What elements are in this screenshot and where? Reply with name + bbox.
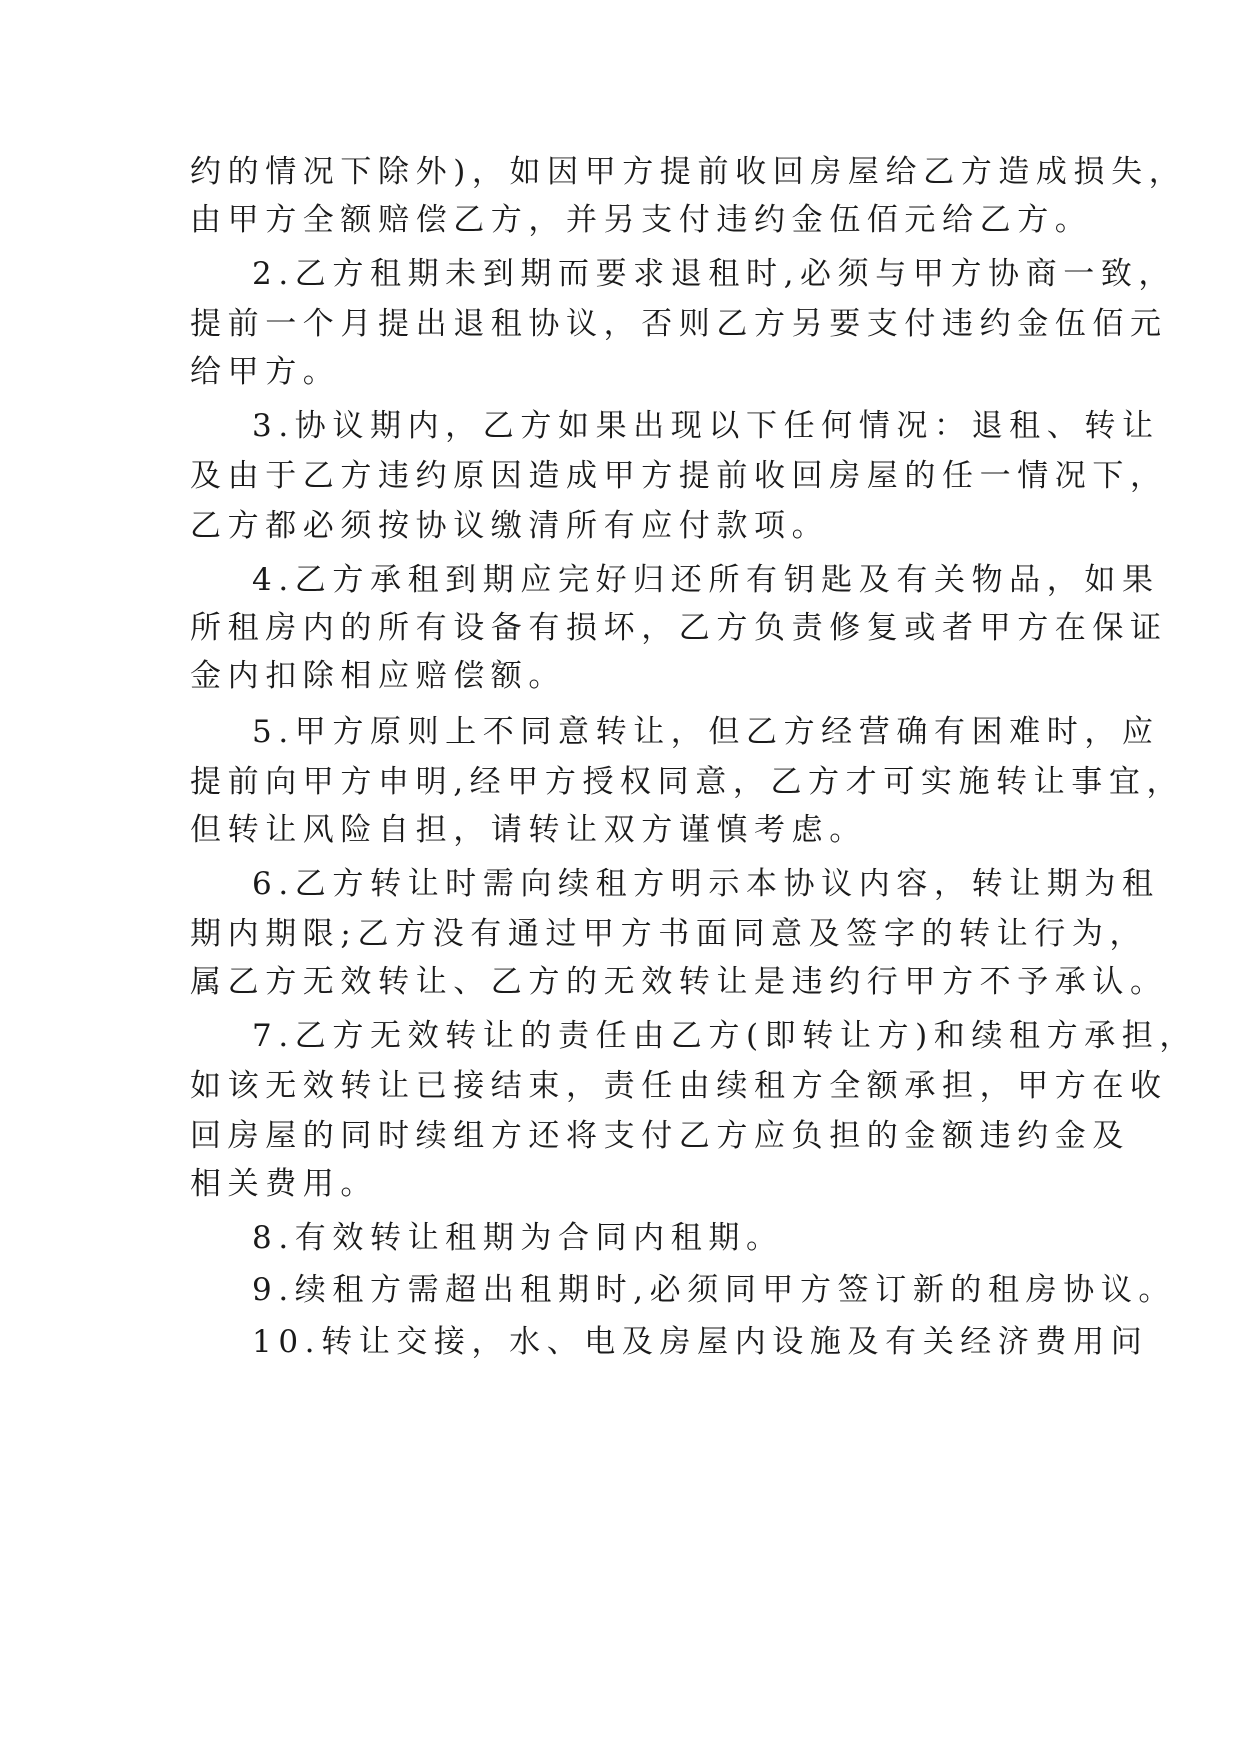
text-line: 约的情况下除外)，如因甲方提前收回房屋给乙方造成损失， <box>190 154 1187 190</box>
text-line: 提前一个月提出退租协议，否则乙方另要支付违约金伍佰元 <box>190 306 1168 342</box>
text-line: 金内扣除相应赔偿额。 <box>190 658 566 694</box>
clause-6-line: 6.乙方转让时需向续租方明示本协议内容，转让期为租 <box>252 866 1160 902</box>
text-line: 属乙方无效转让、乙方的无效转让是违约行甲方不予承认。 <box>190 964 1168 1000</box>
clause-3-line: 3.协议期内，乙方如果出现以下任何情况：退租、转让 <box>252 408 1160 444</box>
clause-4-line: 4.乙方承租到期应完好归还所有钥匙及有关物品，如果 <box>252 562 1160 598</box>
clause-8-line: 8.有效转让租期为合同内租期。 <box>252 1220 784 1256</box>
text-line: 但转让风险自担，请转让双方谨慎考虑。 <box>190 812 867 848</box>
text-line: 提前向甲方申明,经甲方授权同意，乙方才可实施转让事宜， <box>190 764 1185 800</box>
clause-10-line: 10.转让交接，水、电及房屋内设施及有关经济费用问 <box>252 1324 1149 1360</box>
text-line: 由甲方全额赔偿乙方，并另支付违约金伍佰元给乙方。 <box>190 202 1093 238</box>
clause-9-line: 9.续租方需超出租期时,必须同甲方签订新的租房协议。 <box>252 1272 1177 1308</box>
text-line: 给甲方。 <box>190 354 341 390</box>
clause-2-line: 2.乙方租期未到期而要求退租时,必须与甲方协商一致， <box>252 256 1177 292</box>
clause-7-line: 7.乙方无效转让的责任由乙方(即转让方)和续租方承担， <box>252 1018 1197 1054</box>
text-line: 如该无效转让已接结束，责任由续租方全额承担，甲方在收 <box>190 1068 1168 1104</box>
text-line: 及由于乙方违约原因造成甲方提前收回房屋的任一情况下， <box>190 458 1168 494</box>
text-line: 乙方都必须按协议缴清所有应付款项。 <box>190 508 830 544</box>
clause-5-line: 5.甲方原则上不同意转让，但乙方经营确有困难时，应 <box>252 714 1160 750</box>
text-line: 相关费用。 <box>190 1166 378 1202</box>
text-line: 所租房内的所有设备有损坏，乙方负责修复或者甲方在保证 <box>190 610 1168 646</box>
text-line: 回房屋的同时续组方还将支付乙方应负担的金额违约金及 <box>190 1118 1130 1154</box>
text-line: 期内期限;乙方没有通过甲方书面同意及签字的转让行为， <box>190 916 1148 952</box>
